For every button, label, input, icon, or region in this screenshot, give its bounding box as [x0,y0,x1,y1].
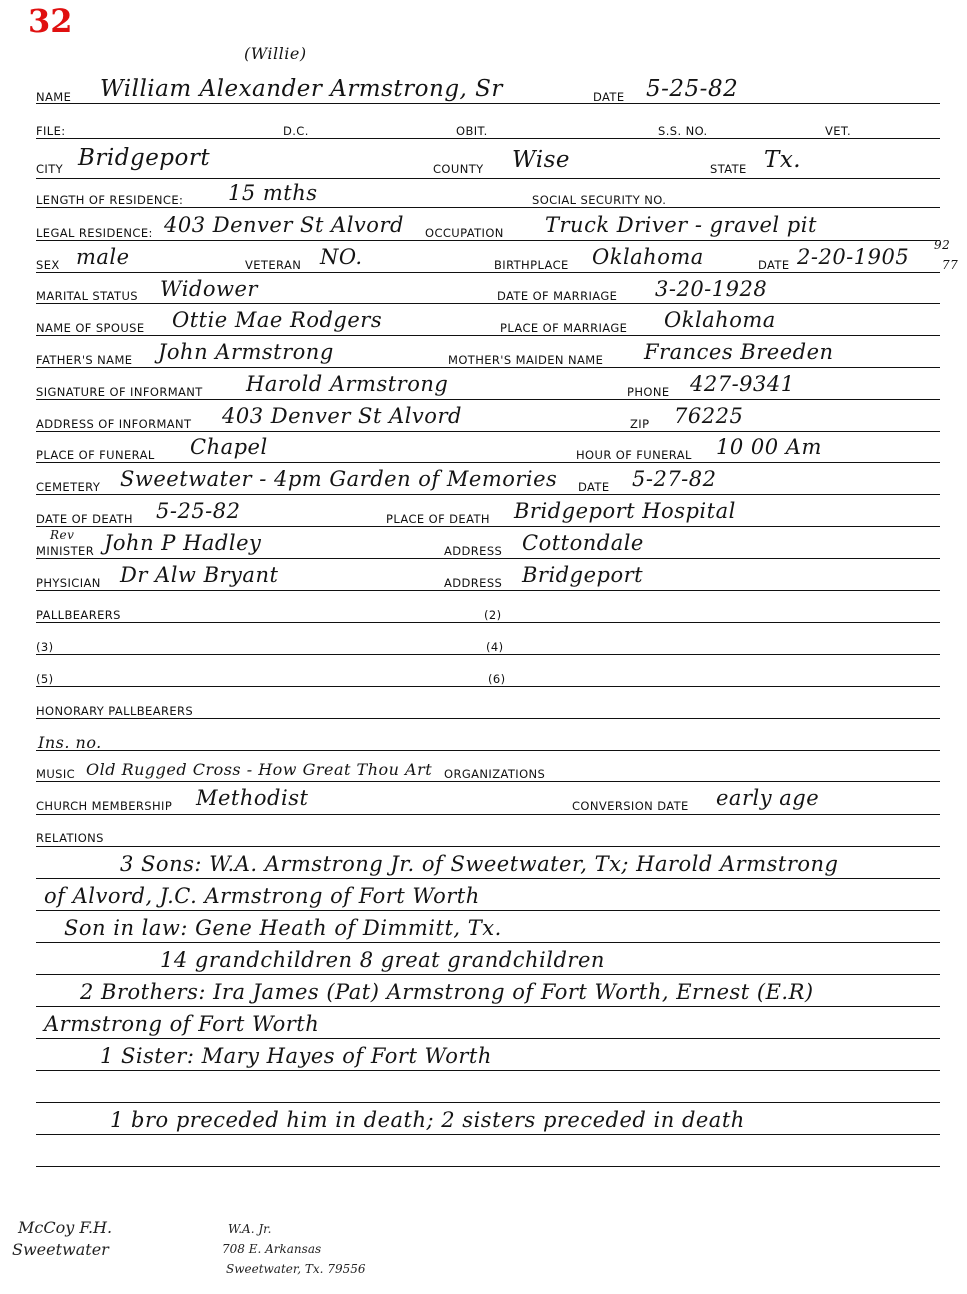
informant-address-value: 403 Denver St Alvord [222,404,462,428]
relation-line: 3 Sons: W.A. Armstrong Jr. of Sweetwater, Tx; Harold Armstrong [120,852,839,876]
footer-note-right-2: 708 E. Arkansas [222,1242,322,1256]
physician-address-value: Bridgeport [522,563,644,587]
cemetery-date-value: 5-27-82 [632,467,717,491]
informant-signature-value: Harold Armstrong [246,372,449,396]
music-label: MUSIC [36,767,76,781]
vet-label: VET. [825,124,852,138]
footer-note-right-1: W.A. Jr. [228,1222,272,1236]
mother-value: Frances Breeden [644,340,834,364]
ssno-label: S.S. NO. [658,124,708,138]
mothers-maiden-name-label: MOTHER'S MAIDEN NAME [448,353,604,367]
marital-status-label: MARITAL STATUS [36,289,138,303]
length-of-residence-value: 15 mths [228,181,318,205]
minister-label: MINISTER [36,544,95,558]
legal-residence-label: LEGAL RESIDENCE: [36,226,153,240]
footer-note-right-3: Sweetwater, Tx. 79556 [226,1262,366,1276]
hour-of-funeral-label: HOUR OF FUNERAL [576,448,692,462]
cemetery-value: Sweetwater - 4pm Garden of Memories [120,467,558,491]
phone-value: 427-9341 [690,372,795,396]
sex-value: male [76,245,130,269]
pallbearers-label: PALLBEARERS [36,608,121,622]
physician-value: Dr Alw Bryant [120,563,279,587]
zip-value: 76225 [674,404,744,428]
footer-note-left-2: Sweetwater [12,1240,109,1259]
cemetery-date-label: DATE [578,480,610,494]
birthplace-value: Oklahoma [592,245,704,269]
church-membership-label: CHURCH MEMBERSHIP [36,799,173,813]
address-of-informant-label: ADDRESS OF INFORMANT [36,417,192,431]
state-value: Tx. [764,147,802,173]
veteran-value: NO. [320,245,363,269]
signature-of-informant-label: SIGNATURE OF INFORMANT [36,385,203,399]
nickname-value: (Willie) [244,44,307,63]
length-of-residence-label: LENGTH OF RESIDENCE: [36,193,184,207]
pallbearer-5-label: (5) [36,672,54,686]
minister-address-label: ADDRESS [444,544,503,558]
name-label: NAME [36,90,72,104]
pallbearer-4-label: (4) [486,640,504,654]
date-of-marriage-label: DATE OF MARRIAGE [497,289,618,303]
date-of-death-value: 5-25-82 [156,499,241,523]
spouse-value: Ottie Mae Rodgers [172,308,383,332]
marital-status-value: Widower [160,277,258,301]
honorary-value: Ins. no. [38,733,102,752]
age-note-bottom: 77 [942,258,959,272]
name-of-spouse-label: NAME OF SPOUSE [36,321,145,335]
relation-line: 1 bro preceded him in death; 2 sisters preceded in death [110,1108,745,1132]
pallbearer-3-label: (3) [36,640,54,654]
music-value: Old Rugged Cross - How Great Thou Art [86,760,433,779]
relations-label: RELATIONS [36,831,104,845]
county-value: Wise [512,147,571,173]
birth-date-value: 2-20-1905 [797,245,910,269]
city-value: Bridgeport [78,145,211,171]
obit-label: OBIT. [456,124,488,138]
birth-date-label: DATE [758,258,790,272]
pallbearer-6-label: (6) [488,672,506,686]
legal-residence-value: 403 Denver St Alvord [164,213,404,237]
fathers-name-label: FATHER'S NAME [36,353,133,367]
minister-prefix: Rev [50,528,75,542]
father-value: John Armstrong [158,340,334,364]
birthplace-label: BIRTHPLACE [494,258,569,272]
honorary-pallbearers-label: HONORARY PALLBEARERS [36,704,194,718]
sex-label: SEX [36,258,60,272]
place-of-death-label: PLACE OF DEATH [386,512,490,526]
physician-label: PHYSICIAN [36,576,101,590]
place-of-funeral-label: PLACE OF FUNERAL [36,448,155,462]
minister-value: John P Hadley [104,531,262,555]
dc-label: D.C. [283,124,309,138]
relation-line: Son in law: Gene Heath of Dimmitt, Tx. [64,916,502,940]
phone-label: PHONE [627,385,670,399]
place-of-death-value: Bridgeport Hospital [514,499,736,523]
place-of-funeral-value: Chapel [190,435,268,459]
file-label: FILE: [36,124,66,138]
pallbearer-2-label: (2) [484,608,502,622]
date-value: 5-25-82 [646,76,739,102]
minister-address-value: Cottondale [522,531,644,555]
place-of-marriage-value: Oklahoma [664,308,776,332]
occupation-value: Truck Driver - gravel pit [545,213,817,237]
occupation-label: OCCUPATION [425,226,504,240]
age-note-top: 92 [934,238,951,252]
page-number: 32 [28,2,73,40]
organizations-label: ORGANIZATIONS [444,767,546,781]
conversion-date-value: early age [716,786,820,810]
conversion-date-label: CONVERSION DATE [572,799,689,813]
hour-of-funeral-value: 10 00 Am [716,435,822,459]
place-of-marriage-label: PLACE OF MARRIAGE [500,321,628,335]
relation-line: 14 grandchildren 8 great grandchildren [160,948,605,972]
date-of-death-label: DATE OF DEATH [36,512,133,526]
date-of-marriage-value: 3-20-1928 [655,277,768,301]
relation-line: of Alvord, J.C. Armstrong of Fort Worth [44,884,480,908]
name-value: William Alexander Armstrong, Sr [100,76,503,102]
relation-line: Armstrong of Fort Worth [44,1012,320,1036]
zip-label: ZIP [630,417,650,431]
footer-note-left-1: McCoy F.H. [18,1218,113,1237]
city-label: CITY [36,162,64,176]
county-label: COUNTY [433,162,484,176]
relation-line: 2 Brothers: Ira James (Pat) Armstrong of Fort Worth, Ernest (E.R) [80,980,814,1004]
church-value: Methodist [196,786,309,810]
cemetery-label: CEMETERY [36,480,101,494]
veteran-label: VETERAN [245,258,302,272]
state-label: STATE [710,162,747,176]
physician-address-label: ADDRESS [444,576,503,590]
relation-line: 1 Sister: Mary Hayes of Fort Worth [100,1044,492,1068]
social-security-label: SOCIAL SECURITY NO. [532,193,667,207]
date-label: DATE [593,90,625,104]
